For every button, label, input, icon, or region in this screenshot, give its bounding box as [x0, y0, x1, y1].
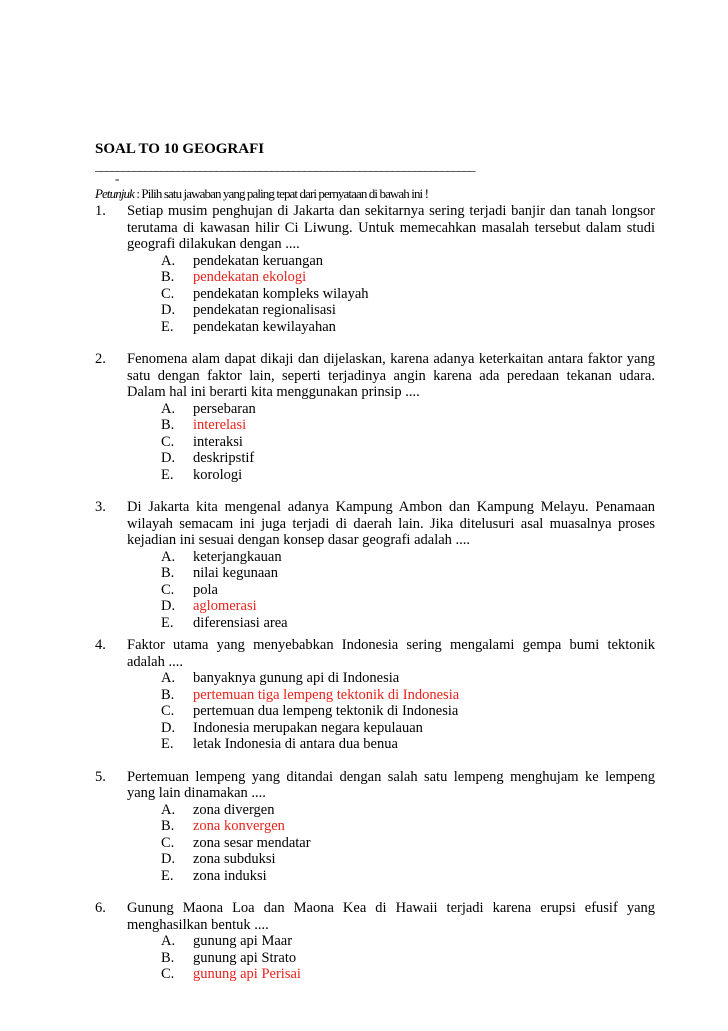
option-item [161, 269, 655, 286]
question-1 [95, 203, 655, 335]
option-text: zona divergen [193, 801, 275, 818]
option-item [161, 687, 655, 704]
option-text: zona sesar mendatar [193, 834, 311, 851]
option-letter: D. [161, 719, 176, 736]
option-text: banyaknya gunung api di Indonesia [193, 670, 400, 686]
option-item [161, 598, 655, 615]
option-item [161, 950, 655, 967]
option-item [161, 434, 655, 451]
question-text: Faktor utama yang menyebabkan Indonesia sering mengalami gempa bumi tektonik adalah .... [127, 637, 655, 670]
option-letter: C. [161, 433, 175, 450]
option-text: keterjangkauan [193, 548, 282, 565]
question-6 [95, 900, 655, 983]
option-letter: C. [161, 581, 175, 598]
option-letter: B. [161, 417, 175, 433]
option-item [161, 670, 655, 687]
option-letter: C. [161, 703, 175, 719]
option-list [127, 401, 655, 484]
option-list [127, 670, 655, 753]
option-text: gunung api Maar [193, 933, 293, 949]
option-text: nilai kegunaan [193, 565, 278, 581]
option-text: letak Indonesia di antara dua benua [193, 736, 398, 752]
option-letter: C. [161, 966, 175, 982]
option-item [161, 802, 655, 819]
option-list [127, 802, 655, 885]
question-text: Setiap musim penghujan di Jakarta dan sekitarnya sering terjadi banjir dan tanah longsor terutama di kawasan hilir Ci Liwung. Untuk memecahkan masalah tersebut dalam studi geografi dilakukan dengan .... [127, 203, 655, 252]
document-page [95, 140, 655, 983]
question-2 [95, 351, 655, 483]
option-item [161, 565, 655, 582]
option-letter: B. [161, 949, 175, 966]
option-letter: B. [161, 269, 175, 285]
option-text: pola [193, 581, 218, 598]
option-item [161, 851, 655, 868]
option-text-answer: interelasi [193, 417, 247, 433]
option-item [161, 933, 655, 950]
title-rule-tail: - [115, 171, 120, 186]
option-item [161, 835, 655, 852]
option-text: zona induksi [193, 867, 267, 884]
option-item [161, 319, 655, 336]
option-text: deskripstif [193, 450, 255, 466]
question-text: Fenomena alam dapat dikaji dan dijelaskan, karena adanya keterkaitan antara faktor yang satu dengan faktor lain, seperti terjadinya angin karena ada peredaan tekanan udara. Dalam hal ini berarti kita menggunakan prinsip .... [127, 351, 655, 400]
option-text: pertemuan dua lempeng tektonik di Indonesia [193, 703, 459, 719]
option-text: pendekatan kompleks wilayah [193, 285, 369, 302]
question-number: 4. [95, 637, 106, 653]
question-text: Pertemuan lempeng yang ditandai dengan salah satu lempeng menghujam ke lempeng yang lain dinamakan .... [127, 768, 655, 801]
option-text: Indonesia merupakan negara kepulauan [193, 719, 423, 736]
option-item [161, 582, 655, 599]
question-number: 5. [95, 768, 106, 785]
option-text: diferensiasi area [193, 614, 288, 631]
option-text-answer: pertemuan tiga lempeng tektonik di Indonesia [193, 686, 460, 703]
option-letter: E. [161, 614, 174, 631]
question-number: 6. [95, 900, 106, 916]
option-text: pendekatan kewilayahan [193, 318, 336, 335]
option-item [161, 615, 655, 632]
option-item [161, 450, 655, 467]
option-letter: A. [161, 801, 176, 818]
option-text: pendekatan regionalisasi [193, 302, 336, 318]
option-letter: E. [161, 466, 174, 483]
option-list [127, 549, 655, 632]
option-letter: A. [161, 400, 176, 417]
option-letter: B. [161, 686, 175, 703]
option-letter: A. [161, 670, 176, 686]
option-text-answer: gunung api Perisai [193, 966, 301, 982]
option-text: persebaran [193, 400, 256, 417]
option-item [161, 286, 655, 303]
option-text: interaksi [193, 433, 243, 450]
question-number: 1. [95, 203, 106, 219]
option-text-answer: zona konvergen [193, 818, 285, 834]
option-list [127, 253, 655, 336]
option-item [161, 818, 655, 835]
option-item [161, 253, 655, 270]
question-3 [95, 499, 655, 631]
option-item [161, 966, 655, 983]
question-text: Gunung Maona Loa dan Maona Kea di Hawaii terjadi karena erupsi efusif yang menghasilkan bentuk .... [127, 900, 655, 933]
option-letter: E. [161, 318, 174, 335]
option-letter: C. [161, 834, 175, 851]
option-letter: D. [161, 851, 176, 867]
option-text: pendekatan keruangan [193, 252, 324, 269]
option-letter: A. [161, 933, 176, 949]
option-letter: A. [161, 252, 176, 269]
question-number: 3. [95, 499, 106, 515]
option-item [161, 703, 655, 720]
question-4 [95, 637, 655, 753]
question-list [95, 203, 655, 983]
option-text: gunung api Strato [193, 949, 297, 966]
option-letter: B. [161, 818, 175, 834]
document-title: SOAL TO 10 GEOGRAFI [95, 141, 265, 157]
option-text-answer: aglomerasi [193, 598, 257, 614]
option-text-answer: pendekatan ekologi [193, 269, 307, 285]
question-5 [95, 769, 655, 885]
option-letter: C. [161, 285, 175, 302]
option-letter: D. [161, 302, 176, 318]
option-letter: D. [161, 450, 176, 466]
option-text: zona subduksi [193, 851, 276, 867]
option-item [161, 736, 655, 753]
title-rule: _____________________________________________________________________ [95, 160, 475, 172]
option-text: korologi [193, 466, 243, 483]
question-number: 2. [95, 351, 106, 367]
option-letter: A. [161, 548, 176, 565]
option-letter: E. [161, 736, 174, 752]
instruction-text: : Pilih satu jawaban yang paling tepat dari pernyataan di bawah ini ! [134, 186, 429, 201]
option-item [161, 417, 655, 434]
instruction-lead: Petunjuk [95, 186, 135, 201]
option-item [161, 720, 655, 737]
option-item [161, 302, 655, 319]
instruction [95, 186, 655, 202]
option-item [161, 868, 655, 885]
option-item [161, 401, 655, 418]
option-item [161, 549, 655, 566]
question-text: Di Jakarta kita mengenal adanya Kampung Ambon dan Kampung Melayu. Penamaan wilayah semacam ini juga terjadi di daerah lain. Jika ditelusuri asal muasalnya proses kejadian ini sesuai dengan konsep dasar geografi adalah .... [127, 499, 655, 548]
option-letter: E. [161, 867, 174, 884]
option-item [161, 467, 655, 484]
option-letter: D. [161, 598, 176, 614]
option-list [127, 933, 655, 983]
option-letter: B. [161, 565, 175, 581]
